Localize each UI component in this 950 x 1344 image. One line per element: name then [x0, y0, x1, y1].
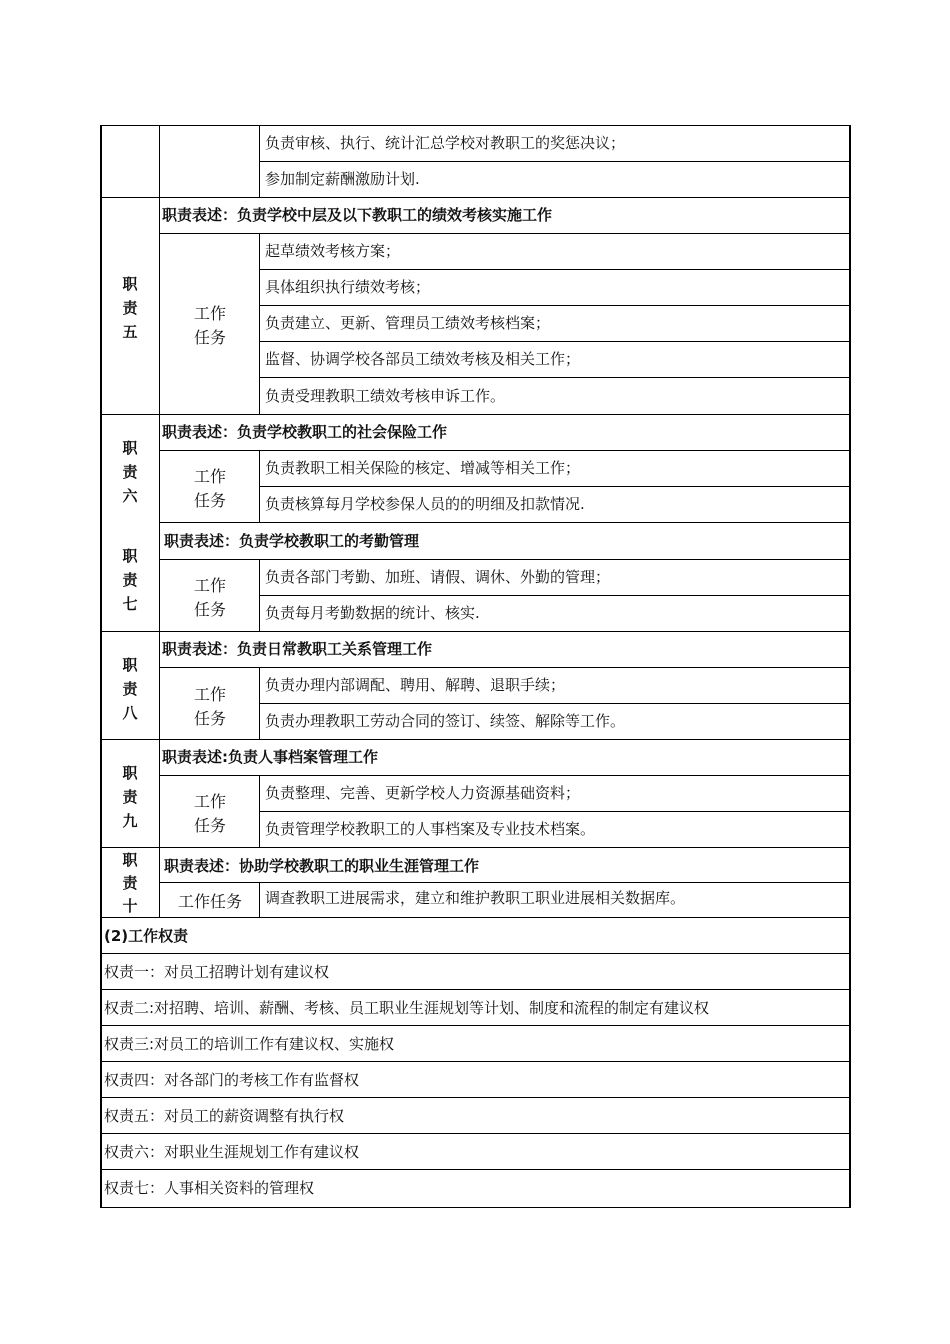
- table-border-top: [100, 125, 851, 126]
- row-line: [100, 917, 851, 918]
- task-text: 调查教职工进展需求，建立和维护教职工职业进展相关数据库。: [265, 889, 686, 907]
- authority-item: 权责一：对员工招聘计划有建议权: [104, 963, 330, 981]
- row-line: [100, 631, 851, 632]
- task-text: 具体组织执行绩效考核；: [265, 278, 431, 296]
- row-line: [159, 233, 851, 234]
- row-line: [259, 595, 851, 596]
- row-line: [259, 161, 851, 162]
- row-line: [100, 1169, 851, 1170]
- task-text: 监督、协调学校各部员工绩效考核及相关工作；: [265, 350, 581, 368]
- task-label: 工作 任务: [193, 304, 226, 347]
- row-line: [159, 775, 851, 776]
- task-text: 负责办理教职工劳动合同的签订、续签、解除等工作。: [265, 712, 626, 730]
- task-text: 负责管理学校教职工的人事档案及专业技术档案。: [265, 820, 596, 838]
- row-line: [100, 1097, 851, 1098]
- duty-statement: 职责表述：负责学校教职工的社会保险工作: [162, 423, 448, 441]
- row-line: [259, 703, 851, 704]
- task-label: 工作 任务: [193, 685, 226, 728]
- col-divider-label: [159, 125, 160, 917]
- row-line: [259, 377, 851, 378]
- row-line: [159, 450, 851, 451]
- row-line: [259, 486, 851, 487]
- row-line: [100, 414, 851, 415]
- task-text: 起草绩效考核方案；: [265, 242, 401, 260]
- duty-statement: 职责表述：负责学校教职工的考勤管理: [164, 532, 420, 550]
- row-line: [159, 522, 851, 523]
- authority-item: 权责四：对各部门的考核工作有监督权: [104, 1071, 360, 1089]
- col-divider-task: [259, 233, 260, 414]
- task-text: 负责核算每月学校参保人员的的明细及扣款情况.: [265, 495, 585, 513]
- table-border-bottom: [100, 1207, 851, 1208]
- duty-label: 职 责 五: [122, 275, 138, 341]
- task-label: 工作 任务: [193, 576, 226, 619]
- authority-item: 权责三:对员工的培训工作有建议权、实施权: [104, 1035, 395, 1053]
- duty-label: 职 责 七: [122, 547, 138, 613]
- duty-label: 职 责 六: [122, 439, 138, 505]
- table-border-left: [100, 125, 102, 1208]
- row-line: [259, 305, 851, 306]
- authority-item: 权责二:对招聘、培训、薪酬、考核、员工职业生涯规划等计划、制度和流程的制定有建议权: [104, 999, 710, 1017]
- row-line: [100, 847, 851, 848]
- row-line: [100, 1061, 851, 1062]
- row-line: [259, 269, 851, 270]
- task-text: 负责整理、完善、更新学校人力资源基础资料；: [265, 784, 581, 802]
- row-line: [100, 953, 851, 954]
- duty-statement: 职责表述：协助学校教职工的职业生涯管理工作: [164, 857, 480, 875]
- task-text: 负责审核、执行、统计汇总学校对教职工的奖惩决议；: [265, 134, 626, 152]
- row-line: [100, 197, 851, 198]
- task-label: 工作 任务: [193, 467, 226, 510]
- row-line: [159, 559, 851, 560]
- row-line: [159, 882, 851, 883]
- authority-item: 权责七：人事相关资料的管理权: [104, 1179, 315, 1197]
- row-line: [159, 667, 851, 668]
- task-text: 负责教职工相关保险的核定、增减等相关工作；: [265, 459, 581, 477]
- duty-statement: 职责表述:负责人事档案管理工作: [162, 748, 379, 766]
- task-text: 负责办理内部调配、聘用、解聘、退职手续；: [265, 676, 566, 694]
- task-text: 参加制定薪酬激励计划.: [265, 170, 420, 188]
- authority-item: 权责六：对职业生涯规划工作有建议权: [104, 1143, 360, 1161]
- duty-label: 职 责 八: [122, 656, 138, 722]
- task-text: 负责受理教职工绩效考核申诉工作。: [265, 387, 506, 405]
- task-text: 负责各部门考勤、加班、请假、调休、外勤的管理；: [265, 568, 611, 586]
- task-label: 工作任务: [177, 892, 242, 911]
- row-line: [100, 989, 851, 990]
- row-line: [259, 341, 851, 342]
- duty-statement: 职责表述：负责日常教职工关系管理工作: [162, 640, 433, 658]
- row-line: [259, 811, 851, 812]
- duty-label: 职 责 九: [122, 764, 138, 830]
- section-heading: (2)工作权责: [104, 927, 189, 945]
- authority-item: 权责五：对员工的薪资调整有执行权: [104, 1107, 345, 1125]
- task-label: 工作 任务: [193, 792, 226, 835]
- duty-statement: 职责表述：负责学校中层及以下教职工的绩效考核实施工作: [162, 206, 553, 224]
- row-line: [100, 1133, 851, 1134]
- row-line: [100, 739, 851, 740]
- duty-label: 职 责 十: [122, 851, 138, 915]
- task-text: 负责建立、更新、管理员工绩效考核档案；: [265, 314, 551, 332]
- row-line: [100, 1025, 851, 1026]
- task-text: 负责每月考勤数据的统计、核实.: [265, 604, 480, 622]
